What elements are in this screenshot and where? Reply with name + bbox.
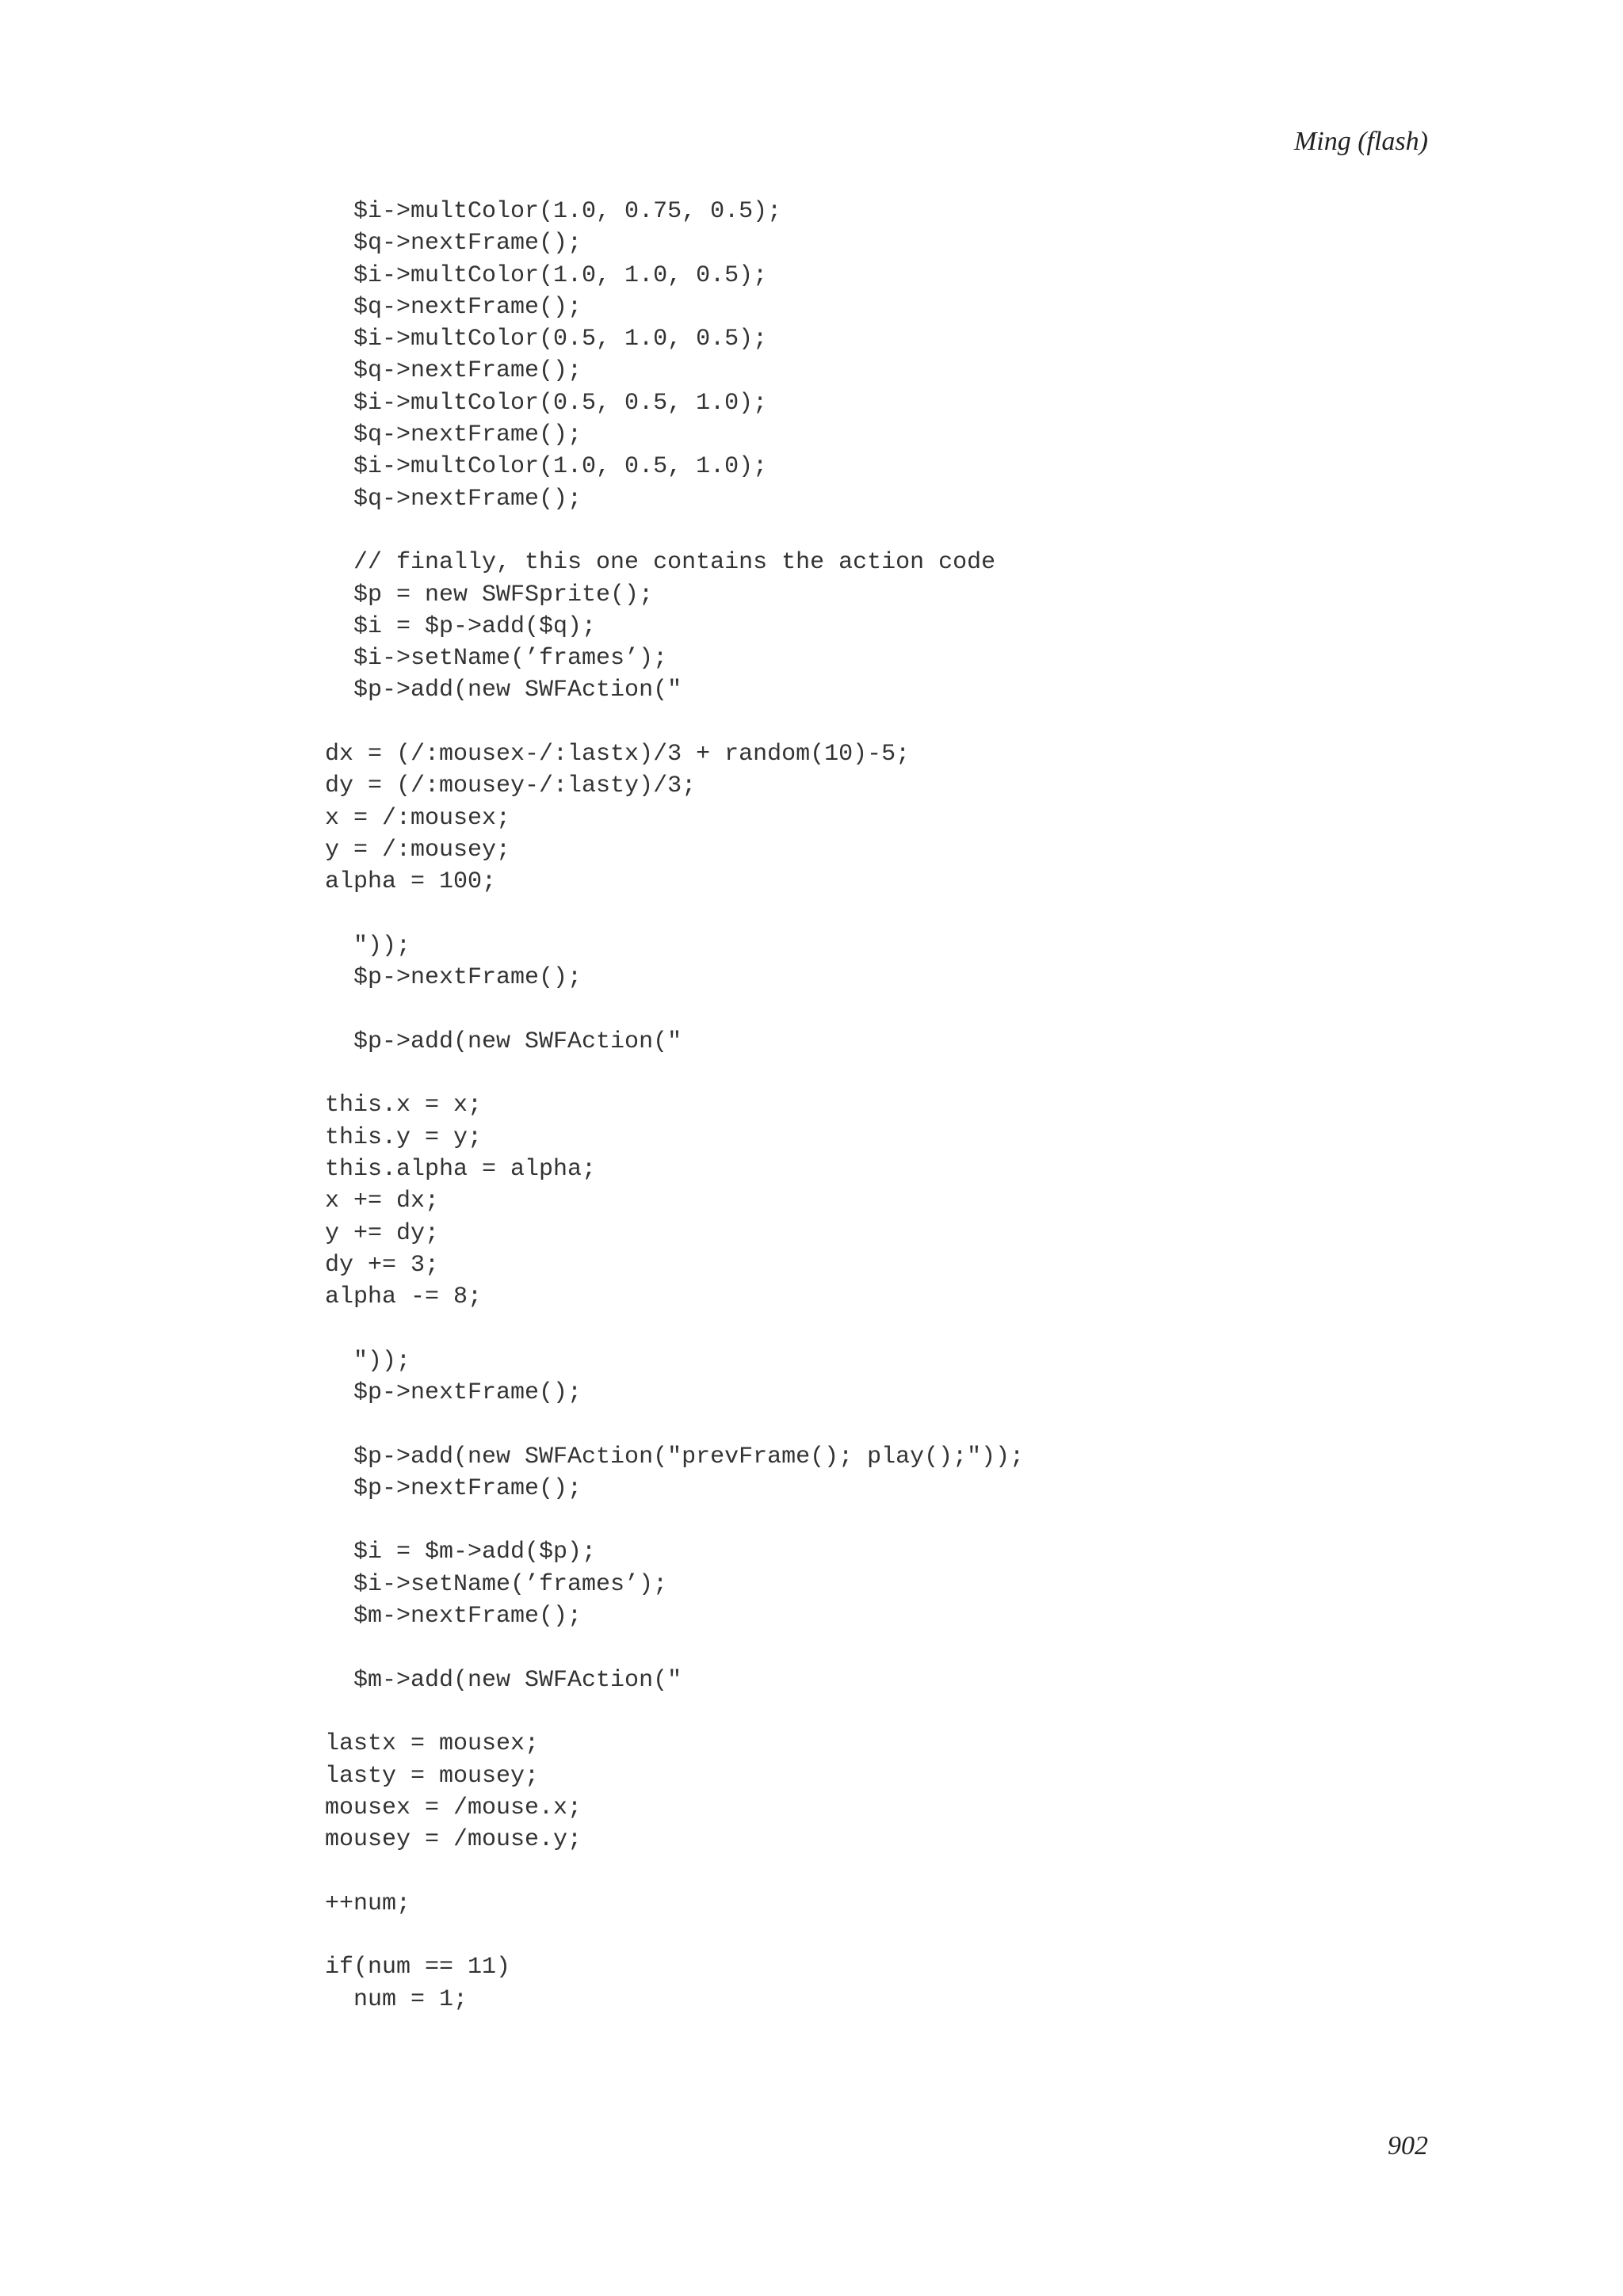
- code-line: mousex = /mouse.x;: [325, 1794, 582, 1821]
- code-line: [325, 994, 1024, 1025]
- code-line: $i = $p->add($q);: [325, 612, 597, 640]
- code-line: [325, 1855, 1024, 1887]
- code-line: x += dx;: [325, 1188, 440, 1215]
- code-line: [325, 1696, 1024, 1728]
- code-line: dy = (/:mousey-/:lasty)/3;: [325, 772, 697, 800]
- code-line: $q->nextFrame();: [325, 293, 582, 321]
- code-line: this.y = y;: [325, 1123, 483, 1151]
- code-line: y = /:mousey;: [325, 836, 511, 864]
- code-line: alpha = 100;: [325, 868, 497, 896]
- code-line: $i = $m->add($p);: [325, 1539, 597, 1566]
- code-line: $p->add(new SWFAction(": [325, 677, 682, 704]
- code-line: $i->multColor(1.0, 1.0, 0.5);: [325, 261, 768, 289]
- code-line: num = 1;: [325, 1985, 468, 2013]
- code-line: lastx = mousex;: [325, 1730, 540, 1758]
- code-line: $p->add(new SWFAction(": [325, 1028, 682, 1055]
- code-line: x = /:mousex;: [325, 804, 511, 832]
- code-line: $p->nextFrame();: [325, 964, 582, 992]
- code-line: ++num;: [325, 1890, 411, 1917]
- code-line: if(num == 11): [325, 1954, 511, 1981]
- code-line: "));: [325, 932, 411, 959]
- code-line: [325, 1313, 1024, 1344]
- code-line: this.alpha = alpha;: [325, 1155, 597, 1183]
- code-line: $i->multColor(0.5, 0.5, 1.0);: [325, 389, 768, 417]
- code-line: dy += 3;: [325, 1251, 440, 1279]
- code-line: mousey = /mouse.y;: [325, 1826, 582, 1854]
- code-line: $p->nextFrame();: [325, 1474, 582, 1502]
- code-line: alpha -= 8;: [325, 1283, 483, 1311]
- page-number: 902: [1388, 2131, 1428, 2161]
- code-line: dx = (/:mousex-/:lastx)/3 + random(10)-5;: [325, 741, 911, 769]
- code-line: $q->nextFrame();: [325, 485, 582, 513]
- code-line: y += dy;: [325, 1219, 440, 1247]
- code-line: $i->setName(’frames’);: [325, 1570, 668, 1598]
- code-line: $i->multColor(1.0, 0.5, 1.0);: [325, 453, 768, 481]
- code-line: "));: [325, 1347, 411, 1375]
- code-line: [325, 1409, 1024, 1440]
- code-line: $p->nextFrame();: [325, 1379, 582, 1406]
- code-line: $i->multColor(1.0, 0.75, 0.5);: [325, 198, 782, 225]
- code-line: $q->nextFrame();: [325, 230, 582, 257]
- code-line: [325, 1505, 1024, 1536]
- code-line: $q->nextFrame();: [325, 357, 582, 385]
- code-line: $i->setName(’frames’);: [325, 645, 668, 673]
- code-line: $i->multColor(0.5, 1.0, 0.5);: [325, 326, 768, 353]
- code-line: $p->add(new SWFAction("prevFrame(); play();"));: [325, 1443, 1025, 1470]
- code-line: $p = new SWFSprite();: [325, 581, 654, 608]
- code-line: [325, 1632, 1024, 1664]
- code-line: [325, 1058, 1024, 1089]
- code-line: // finally, this one contains the action code: [325, 549, 996, 577]
- code-listing: [325, 196, 1024, 2016]
- code-line: [325, 898, 1024, 930]
- code-line: [325, 707, 1024, 738]
- code-line: [325, 1920, 1024, 1951]
- code-line: $m->add(new SWFAction(": [325, 1666, 682, 1694]
- code-line: $m->nextFrame();: [325, 1603, 582, 1630]
- code-line: this.x = x;: [325, 1092, 483, 1119]
- code-line: $q->nextFrame();: [325, 421, 582, 449]
- running-header: Ming (flash): [1293, 127, 1428, 156]
- code-line: [325, 515, 1024, 547]
- code-line: lasty = mousey;: [325, 1762, 540, 1790]
